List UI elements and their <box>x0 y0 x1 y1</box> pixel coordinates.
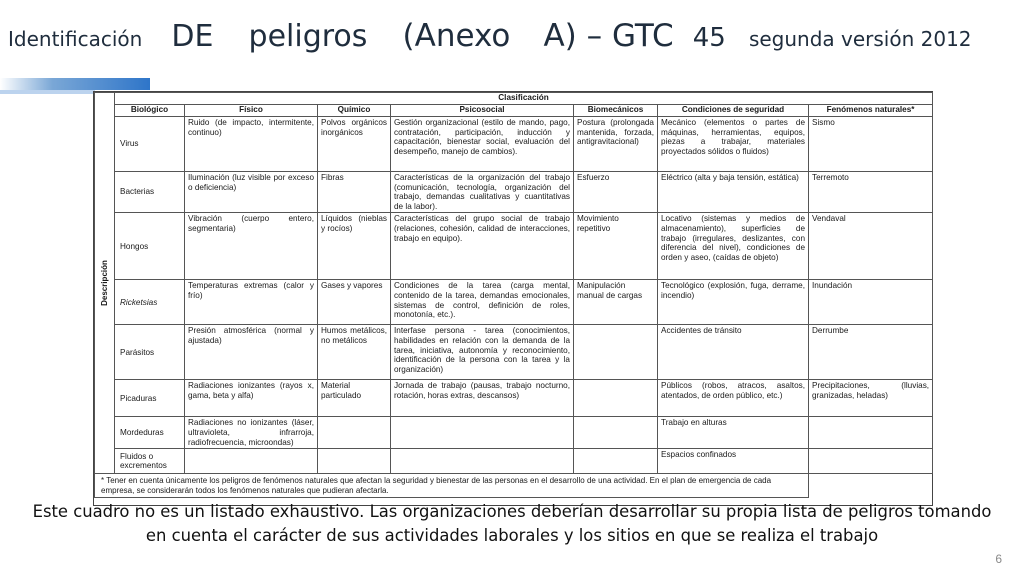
table-cell: Vibración (cuerpo entero, segmentaria) <box>185 213 318 280</box>
table-cell: Radiaciones no ionizantes (láser, ultravioleta, infrarroja, radiofrecuencia, microondas) <box>185 417 318 449</box>
table-cell: Interfase persona - tarea (conocimientos, habilidades en relación con la demanda de la tarea, iniciativa, autonomía y reconocimiento, identificación de la persona con la tarea y la organización) <box>391 325 574 380</box>
column-header: Químico <box>318 105 391 117</box>
title-part: DE <box>171 19 214 54</box>
column-header: Psicosocial <box>391 105 574 117</box>
table-cell <box>574 417 658 449</box>
table-cell: Vendaval <box>809 213 933 280</box>
table-cell: Parásitos <box>115 325 185 380</box>
table-cell: Mordeduras <box>115 417 185 449</box>
table-cell: Sismo <box>809 117 933 172</box>
title-part: segunda versión 2012 <box>748 27 972 51</box>
column-header-row <box>95 105 933 117</box>
table-cell: Postura (prolongada mantenida, forzada, antigravitacional) <box>574 117 658 172</box>
table-cell <box>318 417 391 449</box>
table-cell: Esfuerzo <box>574 172 658 213</box>
title-part: 45 <box>692 23 726 53</box>
table-cell: Gases y vapores <box>318 280 391 325</box>
table-row <box>95 213 933 280</box>
table-cell: Virus <box>115 117 185 172</box>
column-header: Biológico <box>115 105 185 117</box>
footnote-row <box>95 474 933 498</box>
title-part: Identificación <box>8 27 143 51</box>
table-cell <box>185 449 318 474</box>
title-accent-bar <box>0 78 150 90</box>
table-cell: Ricketsias <box>115 280 185 325</box>
table-cell: Locativo (sistemas y medios de almacenamiento), superficies de trabajo (irregulares, deslizantes, con diferencia del nivel), condiciones de orden y aseo, (caídas de objeto) <box>658 213 809 280</box>
table-header-row <box>95 93 933 105</box>
table-cell: Características del grupo social de trabajo (relaciones, cohesión, calidad de interacciones, trabajo en equipo). <box>391 213 574 280</box>
table-cell: Tecnológico (explosión, fuga, derrame, incendio) <box>658 280 809 325</box>
table-row <box>95 449 933 474</box>
table-row <box>95 117 933 172</box>
column-header: Físico <box>185 105 318 117</box>
classification-header: Clasificación <box>115 93 933 105</box>
table-cell <box>574 325 658 380</box>
table-cell: Características de la organización del trabajo (comunicación, tecnología, organización del trabajo, demandas cualitativas y cuantitativas de la labor). <box>391 172 574 213</box>
table-cell: Fibras <box>318 172 391 213</box>
table-cell: Presión atmosférica (normal y ajustada) <box>185 325 318 380</box>
title-accent-underline <box>0 90 95 94</box>
table-cell: Material particulado <box>318 380 391 417</box>
table-row <box>95 172 933 213</box>
table-cell: Mecánico (elementos o partes de máquinas, herramientas, equipos, piezas a trabajar, materiales proyectados sólidos o fluidos) <box>658 117 809 172</box>
title-part: peligros <box>248 19 368 54</box>
table-cell: Líquidos (nieblas y rocíos) <box>318 213 391 280</box>
table-cell: Polvos orgánicos inorgánicos <box>318 117 391 172</box>
table-cell: Eléctrico (alta y baja tensión, estática) <box>658 172 809 213</box>
table-cell: Gestión organizacional (estilo de mando, pago, contratación, participación, inducción y capacitación, bienestar social, evaluación del desempeño, manejo de cambios). <box>391 117 574 172</box>
table-cell: Espacios confinados <box>658 449 809 474</box>
table-row <box>95 280 933 325</box>
table-cell: Radiaciones ionizantes (rayos x, gama, beta y alfa) <box>185 380 318 417</box>
table-row <box>95 325 933 380</box>
title-part: (Anexo <box>402 18 511 54</box>
slide-caption: Este cuadro no es un listado exhaustivo. Las organizaciones deberían desarrollar su propia lista de peligros tomando en cuenta el carácter de sus actividades laborales y los sitios en que se realiza el trabajo <box>32 502 992 545</box>
title-part: A) – GTC <box>543 18 674 54</box>
table-cell: Condiciones de la tarea (carga mental, contenido de la tarea, demandas emocionales, sistemas de control, definición de roles, monotonía, etc.). <box>391 280 574 325</box>
table-cell: Derrumbe <box>809 325 933 380</box>
table-cell <box>809 417 933 449</box>
table-cell: Precipitaciones, (lluvias, granizadas, heladas) <box>809 380 933 417</box>
table-cell <box>574 449 658 474</box>
table-cell: Manipulación manual de cargas <box>574 280 658 325</box>
column-header: Condiciones de seguridad <box>658 105 809 117</box>
table-cell <box>318 449 391 474</box>
table-cell: Jornada de trabajo (pausas, trabajo nocturno, rotación, horas extras, descansos) <box>391 380 574 417</box>
table-row <box>95 380 933 417</box>
table-cell: Trabajo en alturas <box>658 417 809 449</box>
table-cell: Públicos (robos, atracos, asaltos, atentados, de orden público, etc.) <box>658 380 809 417</box>
table-cell: Bacterias <box>115 172 185 213</box>
table-footnote: * Tener en cuenta únicamente los peligros de fenómenos naturales que afectan la seguridad y bienestar de las personas en el desarrollo de una actividad. En el plan de emergencia de cada empresa, se considerarán todos los fenómenos naturales que pudieran afectarla. <box>95 474 809 498</box>
table-cell <box>809 449 933 474</box>
hazard-classification-table <box>94 92 933 498</box>
column-header: Fenómenos naturales* <box>809 105 933 117</box>
column-header: Biomecánicos <box>574 105 658 117</box>
slide-title <box>8 18 1018 54</box>
table-cell: Movimiento repetitivo <box>574 213 658 280</box>
table-row <box>95 417 933 449</box>
page-number: 6 <box>995 552 1002 566</box>
table-cell <box>391 449 574 474</box>
table-cell: Inundación <box>809 280 933 325</box>
table-cell: Accidentes de tránsito <box>658 325 809 380</box>
table-cell: Iluminación (luz visible por exceso o deficiencia) <box>185 172 318 213</box>
table-cell: Hongos <box>115 213 185 280</box>
table-cell: Ruido (de impacto, intermitente, continuo) <box>185 117 318 172</box>
table-cell: Fluidos o excrementos <box>115 449 185 474</box>
table-cell <box>391 417 574 449</box>
hazard-table-image <box>93 91 933 506</box>
table-cell <box>574 380 658 417</box>
description-side-label: Descripción <box>95 93 115 474</box>
table-cell: Terremoto <box>809 172 933 213</box>
table-cell: Picaduras <box>115 380 185 417</box>
table-cell: Temperaturas extremas (calor y frío) <box>185 280 318 325</box>
table-cell: Humos metálicos, no metálicos <box>318 325 391 380</box>
